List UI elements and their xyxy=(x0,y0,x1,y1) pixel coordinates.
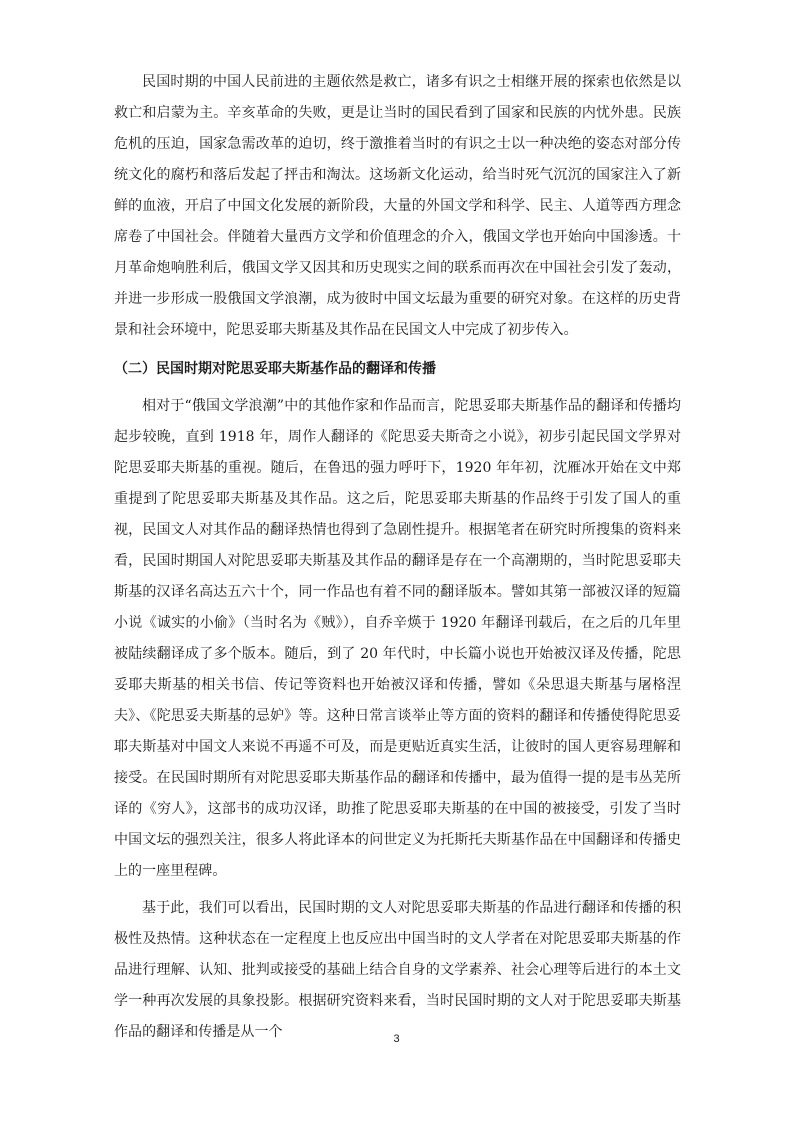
page-number: 3 xyxy=(393,1033,400,1045)
body-paragraph: 相对于“俄国文学浪潮”中的其他作家和作品而言，陀思妥耶夫斯基作品的翻译和传播均起步较晚，直到 1918 年，周作人翻译的《陀思妥夫斯奇之小说》，初步引起民国文学界对陀思妥耶夫斯基的重视。随后，在鲁迅的强力呼吁下，1920 年年初，沈雁冰开始在文中郑重提到了陀思妥耶夫斯基及其作品。这之后，陀思妥耶夫斯基的作品终于引发了国人的重视，民国文人对其作品的翻译热情也得到了急剧性提升。根据笔者在研究时所搜集的资料来看，民国时期国人对陀思妥耶夫斯基及其作品的翻译是存在一个高潮期的，当时陀思妥耶夫斯基的汉译名高达五六十个，同一作品也有着不同的翻译版本。譬如其第一部被汉译的短篇小说《诚实的小偷》（当时名为《贼》），自乔辛煐于 1920 年翻译刊载后，在之后的几年里被陆续翻译成了多个版本。随后，到了 20 年代时，中长篇小说也开始被汉译及传播，陀思妥耶夫斯基的相关书信、传记等资料也开始被汉译和传播，譬如《朵思退夫斯基与屠格涅夫》、《陀思妥夫斯基的忌妒》等。这种日常言谈举止等方面的资料的翻译和传播使得陀思妥耶夫斯基对中国文人来说不再遥不可及，而是更贴近真实生活，让彼时的国人更容易理解和接受。在民国时期所有对陀思妥耶夫斯基作品的翻译和传播中，最为值得一提的是韦丛芜所译的《穷人》，这部书的成功汉译，助推了陀思妥耶夫斯基的在中国的被接受，引发了当时中国文坛的强烈关注，很多人将此译本的问世定义为托斯托夫斯基作品在中国翻译和传播史上的一座里程碑。 xyxy=(114,398,681,879)
document-body xyxy=(114,67,681,1048)
body-paragraph: 基于此，我们可以看出，民国时期的文人对陀思妥耶夫斯基的作品进行翻译和传播的积极性及热情。这种状态在一定程度上也反应出中国当时的文人学者在对陀思妥耶夫斯基的作品进行理解、认知、批判或接受的基础上结合自身的文学素养、社会心理等后进行的本土文学一种再次发展的具象投影。根据研究资料来看，当时民国时期的文人对于陀思妥耶夫斯基作品的翻译和传播是从一个 xyxy=(114,900,681,1040)
body-paragraph: 民国时期的中国人民前进的主题依然是救亡，诸多有识之士相继开展的探索也依然是以救亡和启蒙为主。辛亥革命的失败，更是让当时的国民看到了国家和民族的内忧外患。民族危机的压迫，国家急需改革的迫切，终于激推着当时的有识之士以一种决绝的姿态对部分传统文化的腐朽和落后发起了抨击和淘汰。这场新文化运动，给当时死气沉沉的国家注入了新鲜的血液，开启了中国文化发展的新阶段，大量的外国文学和科学、民主、人道等西方理念席卷了中国社会。伴随着大量西方文学和价值理念的介入，俄国文学也开始向中国渗透。十月革命炮响胜利后，俄国文学又因其和历史现实之间的联系而再次在中国社会引发了轰动，并进一步形成一股俄国文学浪潮，成为彼时中国文坛最为重要的研究对象。在这样的历史背景和社会环境中，陀思妥耶夫斯基及其作品在民国文人中完成了初步传入。 xyxy=(114,74,681,338)
section-heading: （二）民国时期对陀思妥耶夫斯基作品的翻译和传播 xyxy=(114,361,436,377)
